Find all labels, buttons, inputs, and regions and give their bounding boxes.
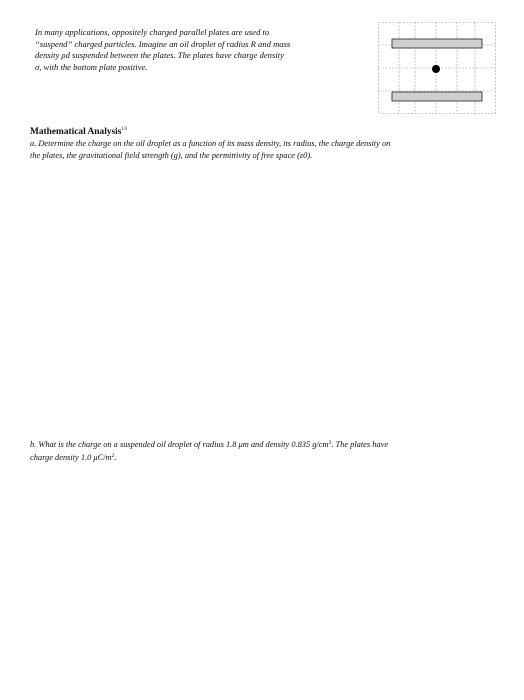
intro-line: σ, with the bottom plate positive. bbox=[35, 61, 148, 72]
question-b-line bbox=[30, 438, 500, 451]
intro-paragraph bbox=[35, 27, 365, 73]
question-b-line bbox=[30, 451, 500, 464]
question-a-line: a. Determine the charge on the oil droplet as a function of its mass density, its radius, the charge density on bbox=[30, 139, 391, 148]
question-b-text: . The plates have bbox=[331, 440, 389, 449]
bottom-plate bbox=[392, 92, 482, 101]
section-title-text: Mathematical Analysis bbox=[30, 127, 122, 137]
question-b-text: b. What is the charge on a suspended oil droplet of radius 1.8 μm and density 0.835 g/cm bbox=[30, 440, 329, 449]
footnote-marker: 13 bbox=[121, 126, 127, 132]
exponent: 3 bbox=[328, 440, 332, 446]
question-a-line: the plates, the gravitational field strength (g), and the permittivity of free space (ε0). bbox=[30, 150, 313, 160]
question-b-text: . bbox=[114, 452, 117, 462]
exponent: 2 bbox=[111, 452, 115, 459]
intro-line: In many applications, oppositely charged parallel plates are used to bbox=[35, 27, 270, 37]
intro-line: density ρd suspended between the plates. The plates have charge density bbox=[35, 50, 284, 61]
question-b-text: charge density 1.0 μC/m bbox=[30, 452, 112, 462]
intro-line: “suspend” charged particles. Imagine an oil droplet of radius R and mass bbox=[35, 38, 291, 49]
parallel-plates-diagram bbox=[378, 22, 496, 114]
question-a bbox=[30, 138, 500, 161]
question-b bbox=[30, 438, 500, 463]
section-title bbox=[30, 126, 127, 137]
top-plate bbox=[392, 39, 482, 48]
parallel-plates-figure bbox=[378, 22, 496, 114]
oil-droplet bbox=[432, 65, 440, 73]
